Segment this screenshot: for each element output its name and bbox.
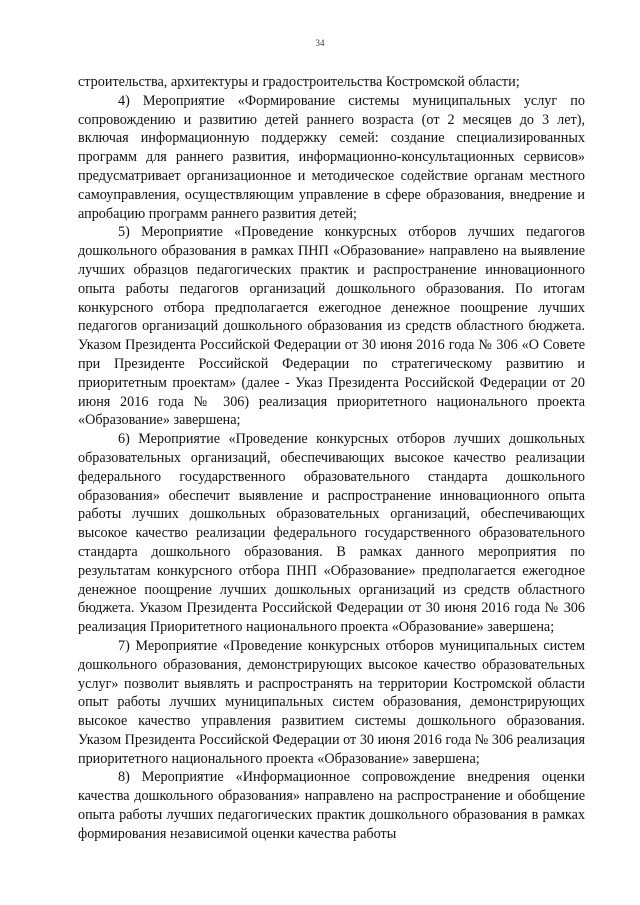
page-number: 34 <box>315 38 325 48</box>
paragraph-item-6: 6) Мероприятие «Проведение конкурсных отборов лучших дошкольных образовательных организаций, обеспечивающих высокое качество реализации федерального государственного образовательного стандарта дошкольного образования» обеспечит выявление и распространение инновационного опыта работы лучших дошкольных образовательных организаций, обеспечивающих высокое качество реализации федерального государственного образовательного стандарта дошкольного образования. В рамках данного мероприятия по результатам конкурсного отбора ПНП «Образование» предполагается ежегодное денежное поощрение лучших дошкольных организаций из средств областного бюджета. Указом Президента Российской Федерации от 30 июня 2016 года № 306 реализация Приоритетного национального проекта «Образование» завершена; <box>78 431 585 636</box>
paragraph-continuation: строительства, архитектуры и градостроительства Костромской области; <box>78 74 520 90</box>
paragraph-item-5: 5) Мероприятие «Проведение конкурсных отборов лучших педагогов дошкольного образования в рамках ПНП «Образование» направлено на выявление лучших образцов педагогических практик и распространение инновационного опыта работы педагогов организаций дошкольного образования. По итогам конкурсного отбора предполагается ежегодное денежное поощрение лучших педагогов организаций дошкольного образования из средств областного бюджета. Указом Президента Российской Федерации от 30 июня 2016 года № 306 «О Совете при Президенте Российской Федерации по стратегическому развитию и приоритетным проектам» (далее - Указ Президента Российской Федерации от 20 июня 2016 года № 306) реализация приоритетного национального проекта «Образование» завершена; <box>78 224 585 429</box>
paragraph-item-4: 4) Мероприятие «Формирование системы муниципальных услуг по сопровождению и развитию детей раннего возраста (от 2 месяцев до 3 лет), включая информационную поддержку семей: создание специализированных программ для раннего развития, информационно-консультационных сервисов» предусматривает организационное и методическое содействие органам местного самоуправления, осуществляющим управление в сфере образования, внедрение и апробацию программ раннего развития детей; <box>78 92 585 222</box>
paragraph-item-7: 7) Мероприятие «Проведение конкурсных отборов муниципальных систем дошкольного образования, демонстрирующих высокое качество образовательных услуг» позволит выявлять и распространять на территории Костромской области опыт работы лучших муниципальных систем образования, демонстрирующих высокое качество управления развитием системы дошкольного образования. Указом Президента Российской Федерации от 30 июня 2016 года № 306 реализация приоритетного национального проекта «Образование» завершена; <box>78 637 585 767</box>
paragraph-item-8: 8) Мероприятие «Информационное сопровождение внедрения оценки качества дошкольного образования» направлено на распространение и обобщение опыта работы лучших педагогических практик дошкольного образования в рамках формирования независимой оценки качества работы <box>78 769 585 842</box>
document-body <box>78 73 585 844</box>
